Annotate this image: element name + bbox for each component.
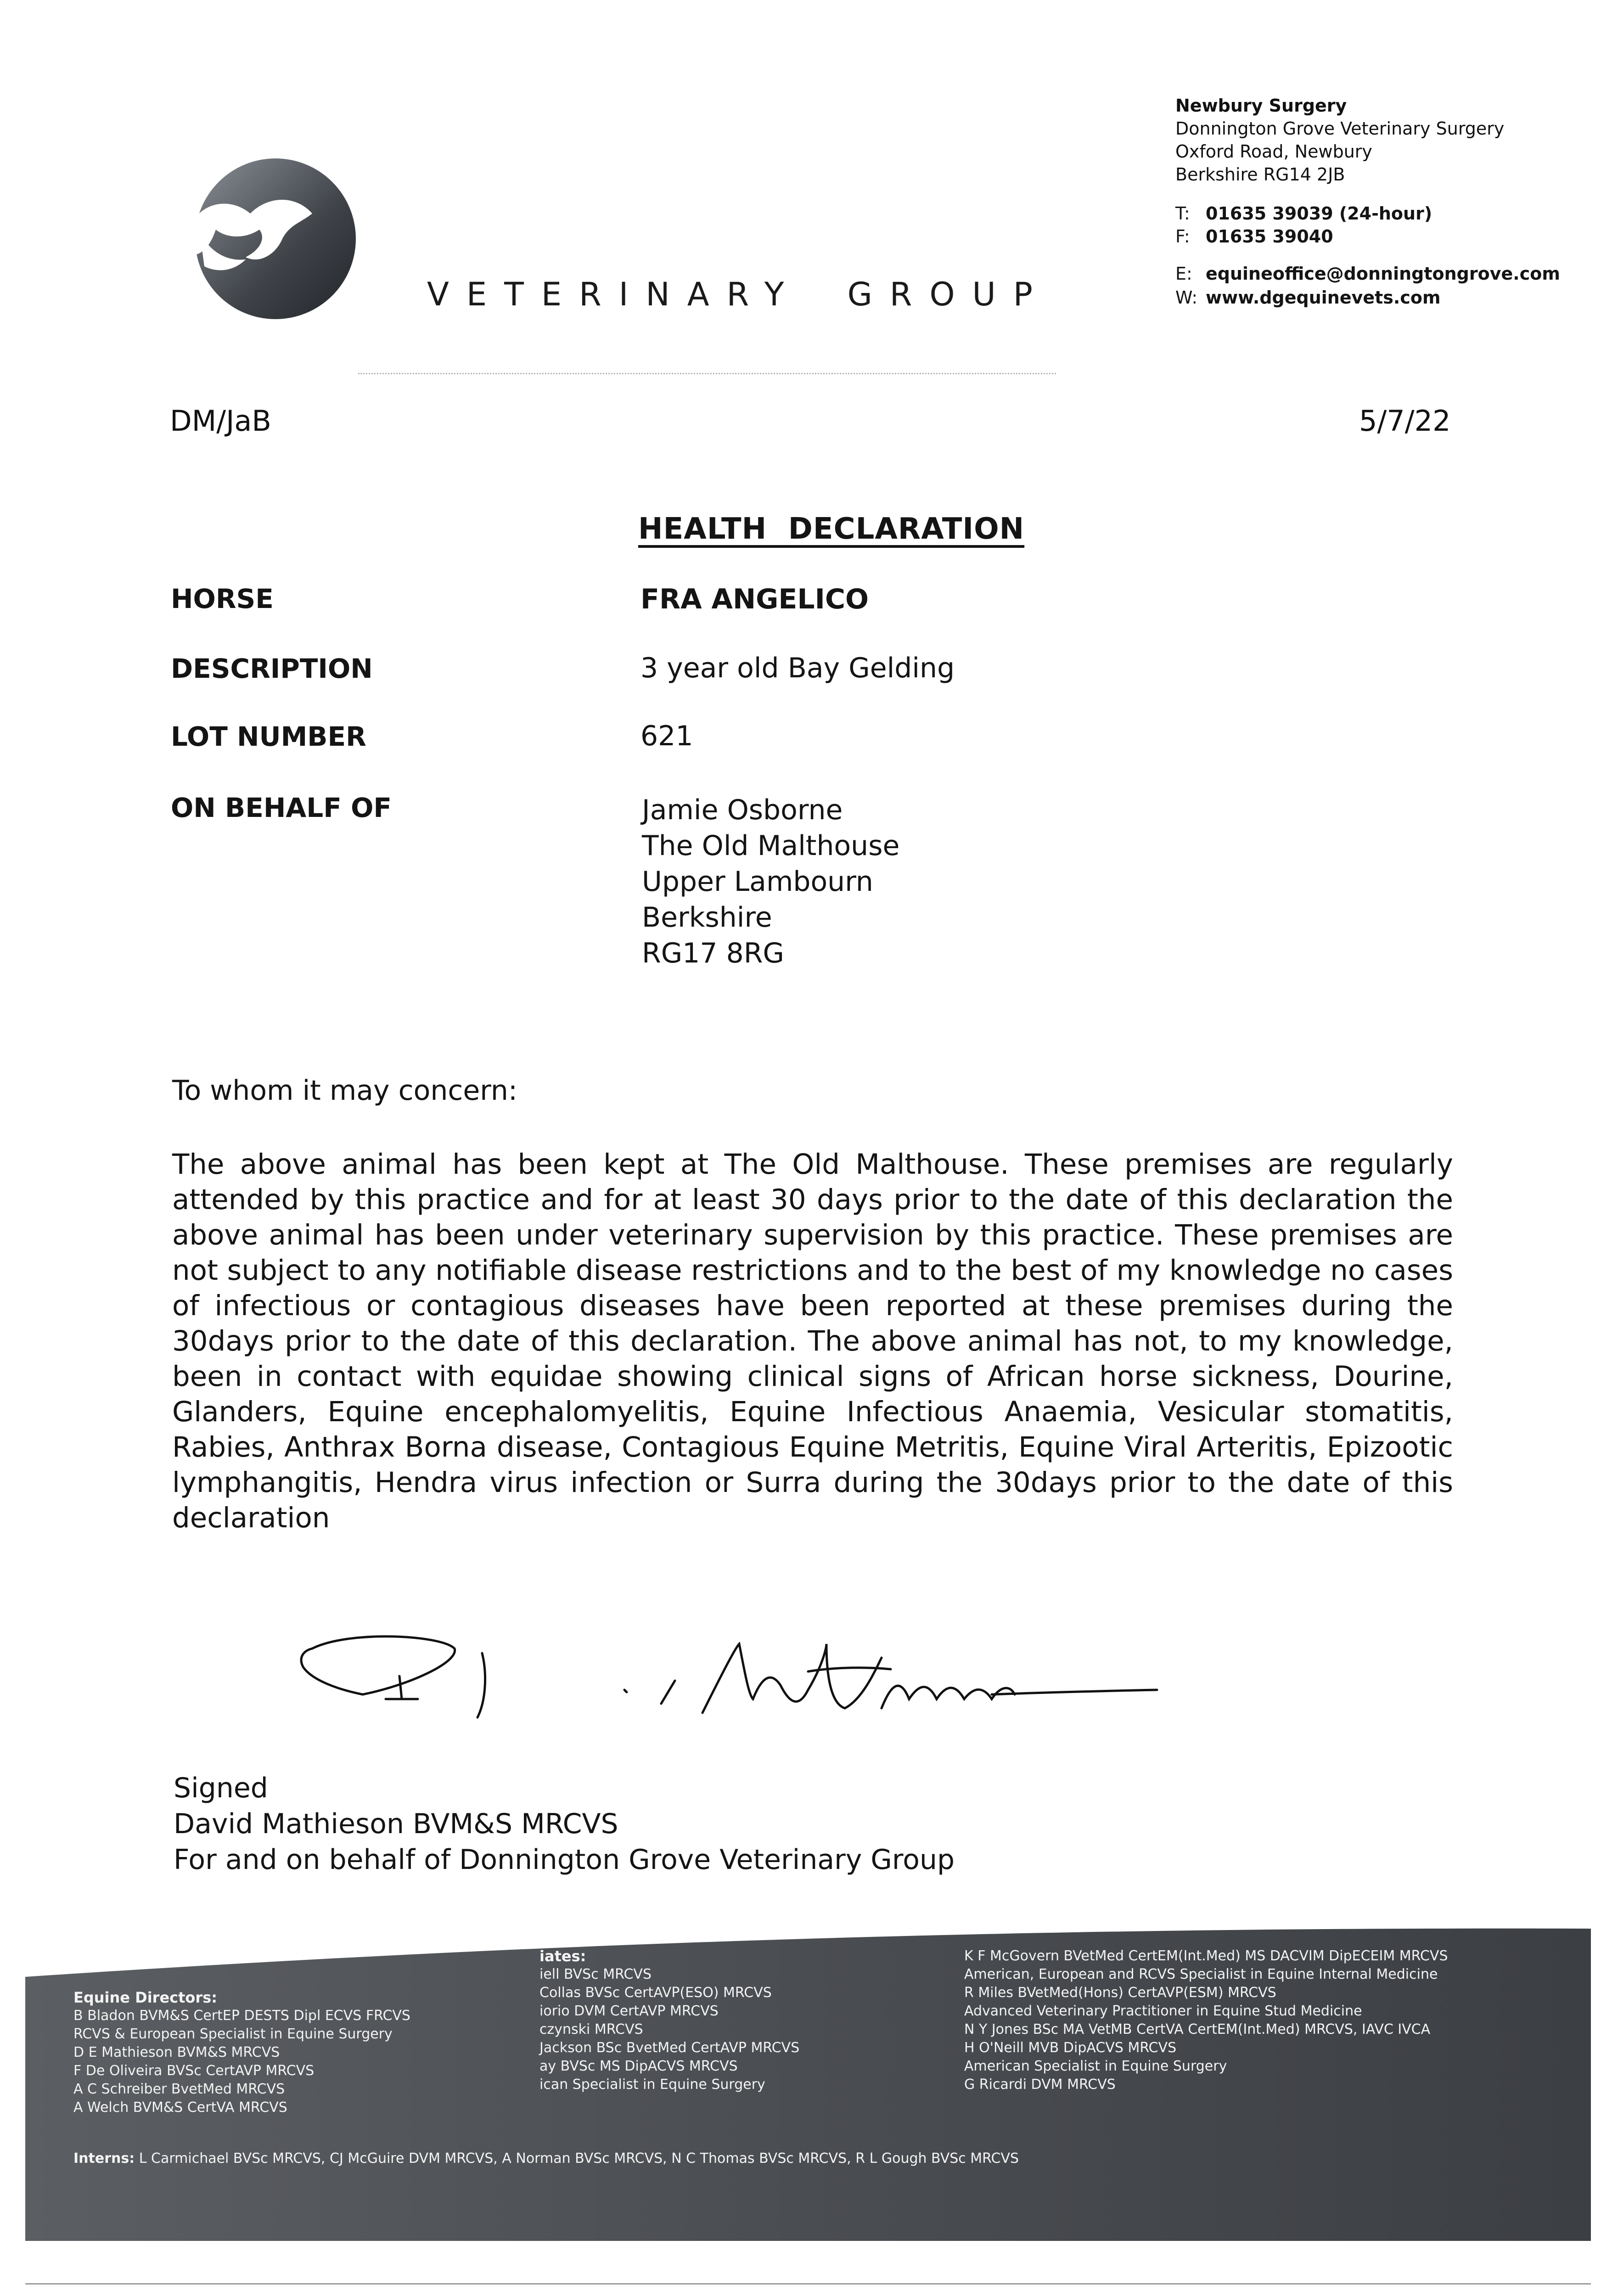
practice-address bbox=[1175, 94, 1504, 186]
surgery-name: Newbury Surgery bbox=[1175, 96, 1347, 116]
owner-line: Jamie Osborne bbox=[642, 794, 843, 826]
handwritten-signature bbox=[294, 1630, 1166, 1750]
associate-line: Jackson BSc BvetMed CertAVP MRCVS bbox=[539, 2040, 800, 2056]
signatory-behalf: For and on behalf of Donnington Grove Veterinary Group bbox=[174, 1844, 955, 1876]
associate-line: czynski MRCVS bbox=[539, 2021, 643, 2037]
director-line: B Bladon BVM&S CertEP DESTS Dipl ECVS FRCVS bbox=[73, 2008, 410, 2024]
lot-number-label: LOT NUMBER bbox=[171, 721, 366, 752]
description-label: DESCRIPTION bbox=[171, 653, 373, 684]
associate-line: Advanced Veterinary Practitioner in Equine Stud Medicine bbox=[964, 2003, 1362, 2019]
associate-line: H O'Neill MVB DipACVS MRCVS bbox=[964, 2040, 1177, 2056]
director-line: F De Oliveira BVSc CertAVP MRCVS bbox=[73, 2063, 315, 2079]
lot-number-value: 621 bbox=[640, 720, 693, 752]
bottom-rule bbox=[25, 2283, 1591, 2285]
associates-heading: iates: bbox=[539, 1947, 586, 1965]
footer-directors bbox=[73, 1988, 410, 2117]
address-line: Berkshire RG14 2JB bbox=[1175, 164, 1345, 185]
owner-line: RG17 8RG bbox=[642, 937, 784, 969]
associate-line: Collas BVSc CertAVP(ESO) MRCVS bbox=[539, 1985, 772, 2001]
associate-line: R Miles BVetMed(Hons) CertAVP(ESM) MRCVS bbox=[964, 1985, 1276, 2001]
owner-line: Upper Lambourn bbox=[642, 866, 873, 898]
veterinary-group-logo bbox=[191, 145, 356, 319]
owner-address bbox=[642, 792, 899, 971]
phone-block: T: 01635 39039 (24-hour) F: 01635 39040 bbox=[1175, 203, 1432, 247]
associate-line: American Specialist in Equine Surgery bbox=[964, 2058, 1227, 2074]
footer-associates-2 bbox=[964, 1947, 1448, 2094]
horse-name: FRA ANGELICO bbox=[640, 583, 869, 615]
group-wordmark: VETERINARY GROUP bbox=[427, 276, 1050, 313]
interns-heading: Interns: bbox=[73, 2150, 135, 2167]
declaration-body: The above animal has been kept at The Old Malthouse. These premises are regularly attended by this practice and for at least 30 days prior to the date of this declaration the above animal has been under veterinary supervision by this practice. These premises are not subject to any notifiable disease restrictions and to the best of my knowledge no cases of infectious or contagious diseases have been reported at these premises during the 30days prior to the date of this declaration. The above animal has not, to my knowledge, been in contact with equidae showing clinical signs of African horse sickness, Dourine, Glanders, Equine encephalomyelitis, Equine Infectious Anaemia, Vesicular stomatitis, Rabies, Anthrax Borna disease, Contagious Equine Metritis, Equine Viral Arteritis, Epizootic lymphangitis, Hendra virus infection or Surra during the 30days prior to the date of this declaration bbox=[172, 1148, 1453, 1534]
document-title: HEALTH DECLARATION bbox=[638, 512, 1025, 546]
associate-line: G Ricardi DVM MRCVS bbox=[964, 2077, 1116, 2093]
signatory-name: David Mathieson BVM&S MRCVS bbox=[174, 1808, 618, 1840]
associate-line: N Y Jones BSc MA VetMB CertVA CertEM(Int.Med) MRCVS, IAVC IVCA bbox=[964, 2021, 1431, 2037]
interns-list: L Carmichael BVSc MRCVS, CJ McGuire DVM MRCVS, A Norman BVSc MRCVS, N C Thomas BVSc MRCVS, R L Gough BVSc MRCVS bbox=[139, 2150, 1019, 2167]
horse-label: HORSE bbox=[171, 583, 274, 614]
footer-interns bbox=[73, 2150, 1019, 2167]
directors-heading: Equine Directors: bbox=[73, 1989, 218, 2006]
director-line: A C Schreiber BvetMed MRCVS bbox=[73, 2081, 285, 2097]
associate-line: iell BVSc MRCVS bbox=[539, 1966, 652, 1982]
on-behalf-label: ON BEHALF OF bbox=[171, 792, 392, 823]
director-line: RCVS & European Specialist in Equine Surgery bbox=[73, 2026, 393, 2042]
telephone: 01635 39039 (24-hour) bbox=[1206, 203, 1432, 224]
owner-line: Berkshire bbox=[642, 901, 772, 934]
associate-line: ican Specialist in Equine Surgery bbox=[539, 2077, 765, 2093]
signature-block bbox=[174, 1770, 955, 1878]
signed-label: Signed bbox=[174, 1772, 268, 1804]
address-line: Donnington Grove Veterinary Surgery bbox=[1175, 118, 1505, 139]
associate-line: iorio DVM CertAVP MRCVS bbox=[539, 2003, 719, 2019]
header-divider bbox=[358, 373, 1056, 374]
associate-line: American, European and RCVS Specialist in Equine Internal Medicine bbox=[964, 1966, 1438, 1982]
associate-line: ay BVSc MS DipACVS MRCVS bbox=[539, 2058, 738, 2074]
fax: 01635 39040 bbox=[1206, 226, 1333, 247]
owner-line: The Old Malthouse bbox=[642, 830, 900, 862]
website-link[interactable]: www.dgequinevets.com bbox=[1206, 287, 1441, 308]
footer-associates bbox=[539, 1947, 799, 2094]
web-block: E: equineoffice@donningtongrove.com W: www.dgequinevets.com bbox=[1175, 264, 1560, 308]
letter-date: 5/7/22 bbox=[1359, 404, 1451, 438]
address-line: Oxford Road, Newbury bbox=[1175, 141, 1372, 162]
salutation: To whom it may concern: bbox=[172, 1075, 518, 1107]
director-line: A Welch BVM&S CertVA MRCVS bbox=[73, 2099, 287, 2116]
associate-line: K F McGovern BVetMed CertEM(Int.Med) MS DACVIM DipECEIM MRCVS bbox=[964, 1948, 1448, 1964]
description-value: 3 year old Bay Gelding bbox=[640, 652, 955, 684]
email-link[interactable]: equineoffice@donningtongrove.com bbox=[1206, 264, 1560, 284]
director-line: D E Mathieson BVM&S MRCVS bbox=[73, 2044, 280, 2060]
reference-code: DM/JaB bbox=[170, 404, 271, 438]
